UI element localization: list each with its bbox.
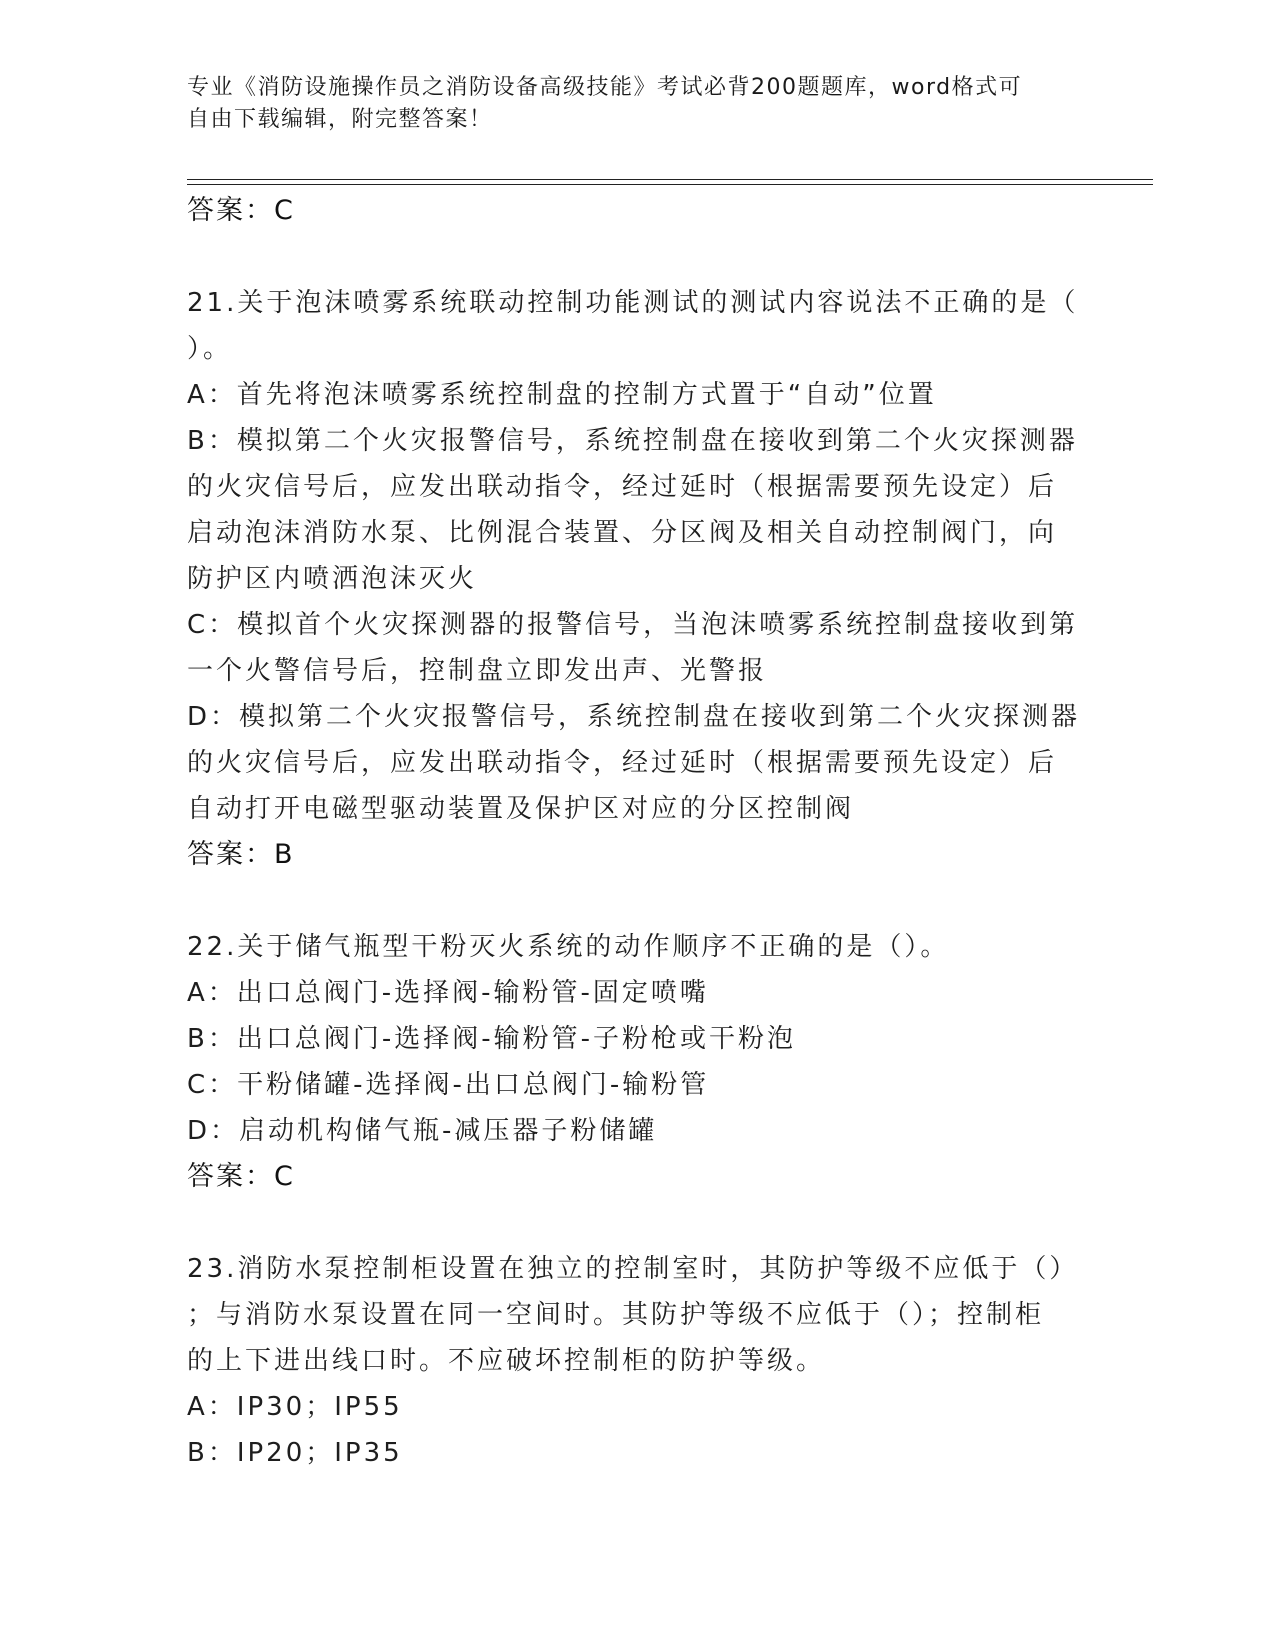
option-b: B：出口总阀门-选择阀-输粉管-子粉枪或干粉泡: [187, 1024, 796, 1054]
header-line-2: 自由下载编辑，附完整答案！: [187, 107, 493, 132]
spacer: [187, 878, 1087, 924]
header-line-1: 专业《消防设施操作员之消防设备高级技能》考试必背200题题库，word格式可: [187, 75, 1023, 100]
option-a: A：出口总阀门-选择阀-输粉管-固定喷嘴: [187, 978, 709, 1008]
option-d-line: 的火灾信号后，应发出联动指令，经过延时（根据需要预先设定）后: [187, 748, 1058, 778]
option-b: B：IP20；IP35: [187, 1438, 403, 1468]
spacer: [187, 1200, 1087, 1246]
answer-21: 答案：B: [187, 839, 295, 870]
option-d-line: 自动打开电磁型驱动装置及保护区对应的分区控制阀: [187, 794, 855, 824]
answer-22: 答案：C: [187, 1161, 295, 1192]
option-d-line: D：模拟第二个火灾报警信号，系统控制盘在接收到第二个火灾探测器: [187, 702, 1081, 732]
option-b-line: 防护区内喷洒泡沫灭火: [187, 564, 478, 594]
question-stem-line: 21.关于泡沫喷雾系统联动控制功能测试的测试内容说法不正确的是（: [187, 288, 1079, 318]
question-content: [187, 188, 1087, 1476]
option-c-line: 一个火警信号后，控制盘立即发出声、光警报: [187, 656, 768, 686]
question-21: [187, 280, 1087, 878]
previous-answer: 答案：C: [187, 195, 295, 226]
option-a: A：首先将泡沫喷雾系统控制盘的控制方式置于“自动”位置: [187, 380, 937, 410]
option-a: A：IP30；IP55: [187, 1392, 403, 1422]
question-stem-line: 23.消防水泵控制柜设置在独立的控制室时，其防护等级不应低于（）: [187, 1254, 1079, 1284]
question-stem-line: ）。: [187, 334, 233, 364]
option-c: C：干粉储罐-选择阀-出口总阀门-输粉管: [187, 1070, 710, 1100]
option-d: D：启动机构储气瓶-减压器子粉储罐: [187, 1116, 658, 1146]
question-23: [187, 1246, 1087, 1476]
question-stem-line: 22.关于储气瓶型干粉灭火系统的动作顺序不正确的是（）。: [187, 932, 950, 962]
question-stem-line: ；与消防水泵设置在同一空间时。其防护等级不应低于（）；控制柜: [187, 1300, 1045, 1330]
spacer: [187, 234, 1087, 280]
option-b-line: B：模拟第二个火灾报警信号，系统控制盘在接收到第二个火灾探测器: [187, 426, 1078, 456]
question-22: [187, 924, 1087, 1200]
question-stem-line: 的上下进出线口时。不应破坏控制柜的防护等级。: [187, 1346, 826, 1376]
option-b-line: 启动泡沫消防水泵、比例混合装置、分区阀及相关自动控制阀门，向: [187, 518, 1058, 548]
option-b-line: 的火灾信号后，应发出联动指令，经过延时（根据需要预先设定）后: [187, 472, 1058, 502]
header-divider-bottom: [187, 184, 1153, 185]
option-c-line: C：模拟首个火灾探测器的报警信号，当泡沫喷雾系统控制盘接收到第: [187, 610, 1079, 640]
header-divider-top: [187, 179, 1153, 180]
document-header: [187, 72, 1087, 136]
